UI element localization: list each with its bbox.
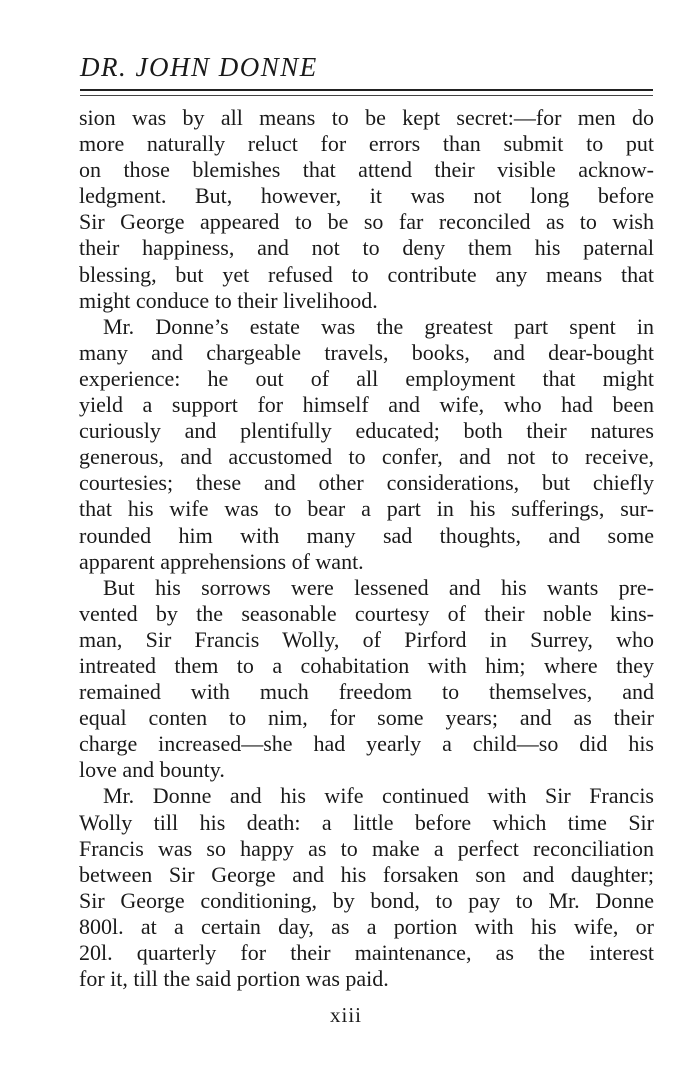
text-line: Francis was so happy as to make a perfect reconciliation [79, 835, 654, 861]
text-line: on those blemishes that attend their visible acknow- [79, 157, 654, 183]
text-line: remained with much freedom to themselves, and [79, 679, 654, 705]
text-line: experience: he out of all employment that might [79, 365, 654, 391]
text-line: yield a support for himself and wife, who had been [79, 392, 654, 418]
text-line: Sir George conditioning, by bond, to pay to Mr. Donne [79, 887, 654, 913]
text-line: intreated them to a cohabitation with him; where they [79, 652, 654, 678]
text-line: But his sorrows were lessened and his wants pre- [103, 574, 654, 600]
text-line: more naturally reluct for errors than submit to put [79, 131, 654, 157]
text-line: generous, and accustomed to confer, and not to receive, [79, 444, 654, 470]
text-line: Sir George appeared to be so far reconciled as to wish [79, 209, 654, 235]
text-line: love and bounty. [79, 757, 225, 783]
body-text [79, 105, 654, 992]
paragraph [79, 575, 654, 784]
text-line: ledgment. But, however, it was not long before [79, 183, 654, 209]
text-line: Mr. Donne and his wife continued with Sir Francis [103, 783, 654, 809]
text-line: that his wife was to bear a part in his sufferings, sur- [79, 496, 654, 522]
text-line: vented by the seasonable courtesy of their noble kins- [79, 600, 654, 626]
header-rule-thick [80, 89, 653, 91]
paragraph [79, 314, 654, 575]
running-title: DR. JOHN DONNE [80, 52, 318, 82]
text-line: might conduce to their livelihood. [79, 287, 378, 313]
text-line: charge increased—she had yearly a child—so did his [79, 731, 654, 757]
page-number: xiii [329, 1003, 362, 1027]
text-line: blessing, but yet refused to contribute any means that [79, 261, 654, 287]
text-line: for it, till the said portion was paid. [79, 966, 389, 992]
paragraph [79, 105, 654, 314]
text-line: many and chargeable travels, books, and dear-bought [79, 339, 654, 365]
text-line: equal conten to nim, for some years; and as their [79, 705, 654, 731]
text-line: sion was by all means to be kept secret:—for men do [79, 105, 654, 130]
text-line: man, Sir Francis Wolly, of Pirford in Surrey, who [79, 626, 654, 652]
text-line: curiously and plentifully educated; both their natures [79, 418, 654, 444]
text-line: rounded him with many sad thoughts, and some [79, 522, 654, 548]
text-line: apparent apprehensions of want. [79, 548, 364, 574]
text-line: Wolly till his death: a little before which time Sir [79, 809, 654, 835]
header-rule-thin [80, 95, 653, 96]
text-line: 800l. at a certain day, as a portion with his wife, or [79, 913, 654, 939]
text-line: Mr. Donne’s estate was the greatest part spent in [103, 313, 654, 339]
text-line: between Sir George and his forsaken son and daughter; [79, 861, 654, 887]
text-line: 20l. quarterly for their maintenance, as the interest [79, 940, 654, 965]
paragraph [79, 783, 654, 992]
text-line: their happiness, and not to deny them his paternal [79, 235, 654, 261]
text-line: courtesies; these and other considerations, but chiefly [79, 470, 654, 496]
